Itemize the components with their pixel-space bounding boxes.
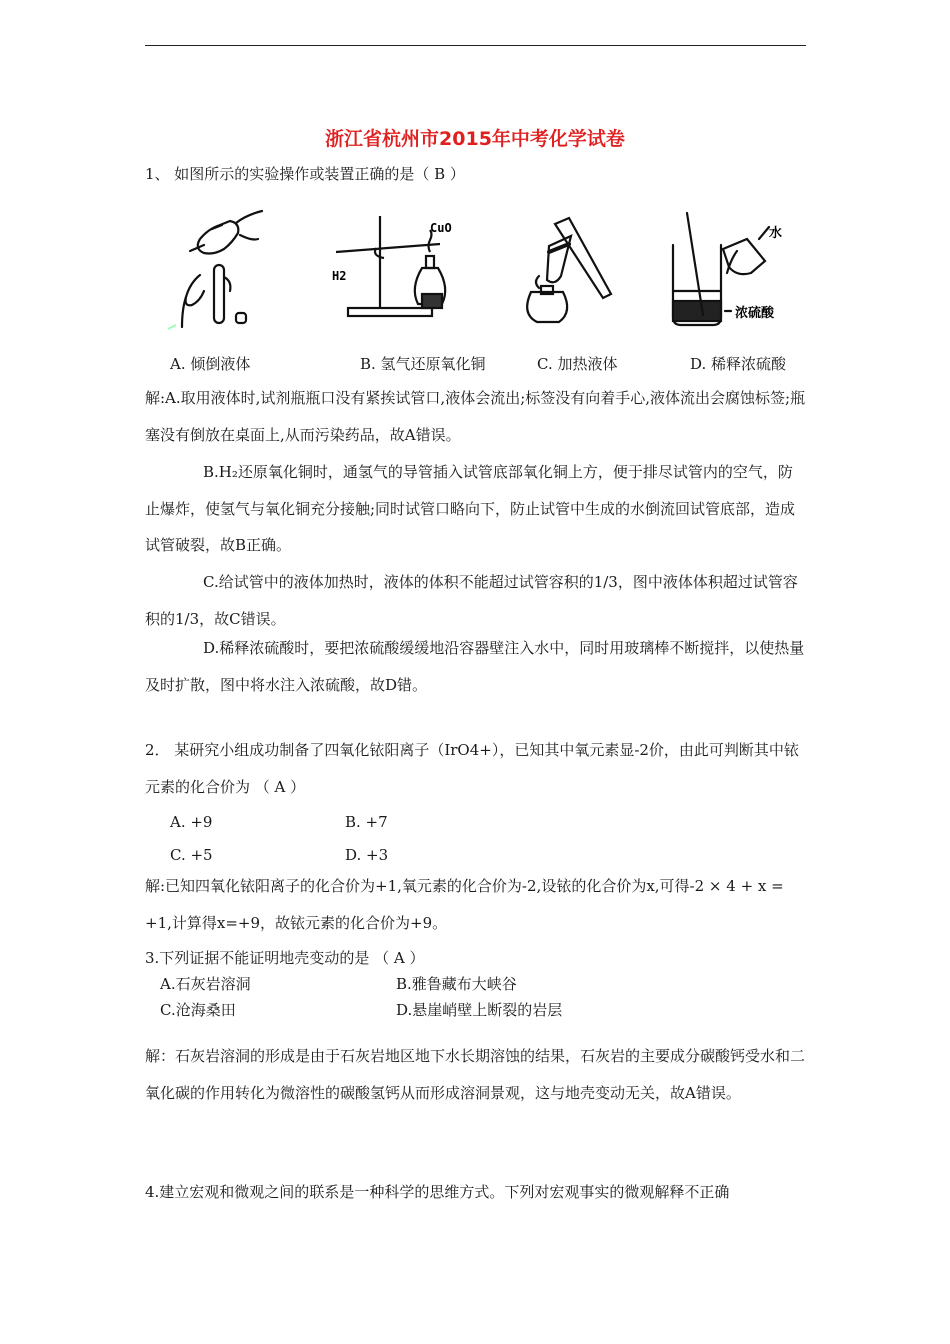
- page-title: 浙江省杭州市2015年中考化学试卷: [325, 128, 625, 150]
- q2-solution: 解:已知四氧化铱阳离子的化合价为+1,氧元素的化合价为-2,设铱的化合价为x,可得-2 × 4 + x = +1,计算得x=+9，故铱元素的化合价为+9。: [145, 877, 784, 932]
- figure-pouring-liquid: [160, 205, 290, 335]
- q3-option-b: B.雅鲁藏布大峡谷: [396, 975, 517, 993]
- q3-stem: 3.下列证据不能证明地壳变动的是 （ A ）: [145, 949, 425, 967]
- cuo-label: CuO: [430, 221, 452, 235]
- q3-solution: 解：石灰岩溶洞的形成是由于石灰岩地区地下水长期溶蚀的结果，石灰岩的主要成分碳酸钙受水和二氧化碳的作用转化为微溶性的碳酸氢钙从而形成溶洞景观，这与地壳变动无关，故A错误。: [145, 1047, 806, 1102]
- q1-solution-b: B.H₂还原氧化铜时，通氢气的导管插入试管底部氧化铜上方，便于排尽试管内的空气，防止爆炸，使氢气与氧化铜充分接触;同时试管口略向下，防止试管中生成的水倒流回试管底部，造成试管破裂，故B正确。: [145, 463, 796, 554]
- q1-option-a: A. 倾倒液体: [170, 355, 251, 373]
- q2-option-c: C. +5: [170, 846, 213, 864]
- q2-option-b: B. +7: [345, 813, 388, 831]
- acid-label: 浓硫酸: [735, 306, 775, 321]
- q1-solution-a: 解:A.取用液体时,试剂瓶瓶口没有紧挨试管口,液体会流出;标签没有向着手心,液体流出会腐蚀标签;瓶塞没有倒放在桌面上,从而污染药品，故A错误。: [145, 389, 806, 444]
- q3-option-c: C.沧海桑田: [160, 1001, 236, 1019]
- q2-stem: 2． 某研究小组成功制备了四氧化铱阳离子（IrO4+），已知其中氧元素显-2价，由此可判断其中铱元素的化合价为 （ A ）: [145, 741, 799, 796]
- q2-option-a: A. +9: [170, 813, 213, 831]
- header-rule: [145, 45, 806, 46]
- h2-label: H2: [332, 269, 347, 283]
- figure-hydrogen-reduction: [330, 208, 460, 320]
- q1-option-c: C. 加热液体: [537, 355, 618, 373]
- q1-solution-d: D.稀释浓硫酸时，要把浓硫酸缓缓地沿容器壁注入水中，同时用玻璃棒不断搅拌，以使热量及时扩散，图中将水注入浓硫酸，故D错。: [145, 639, 805, 694]
- q2-option-d: D. +3: [345, 846, 389, 864]
- figure-diluting-acid: [665, 205, 805, 330]
- q4-stem: 4.建立宏观和微观之间的联系是一种科学的思维方式。下列对宏观事实的微观解释不正确: [145, 1183, 730, 1201]
- figure-heating-liquid: [505, 212, 635, 330]
- q1-option-b: B. 氢气还原氧化铜: [360, 355, 486, 373]
- q1-solution-c: C.给试管中的液体加热时，液体的体积不能超过试管容积的1/3，图中液体体积超过试管容积的1/3，故C错误。: [145, 573, 798, 628]
- q1-option-d: D. 稀释浓硫酸: [690, 355, 787, 373]
- q3-option-d: D.悬崖峭壁上断裂的岩层: [396, 1001, 563, 1019]
- q3-option-a: A.石灰岩溶洞: [160, 975, 251, 993]
- q1-stem: 1、 如图所示的实验操作或装置正确的是（ B ）: [145, 165, 465, 183]
- water-label: 水: [769, 226, 783, 241]
